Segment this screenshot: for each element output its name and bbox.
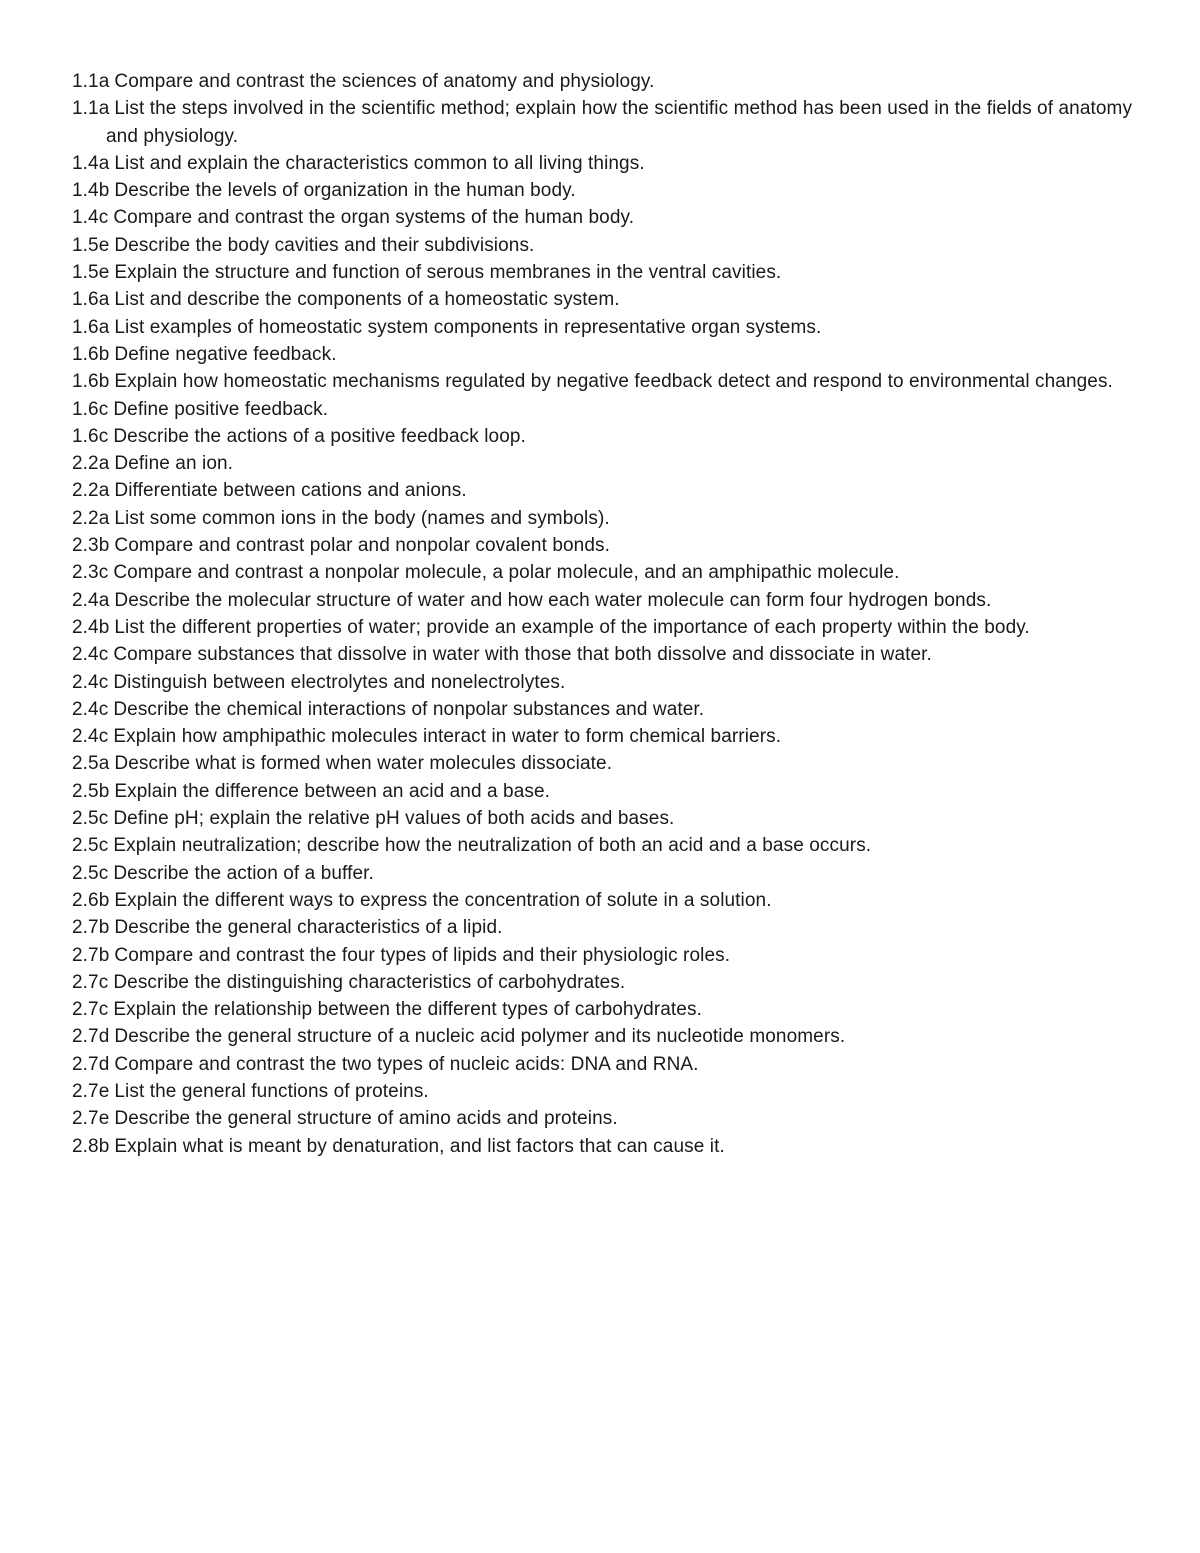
objective-text: List the different properties of water; provide an example of the importance of each property within the body.: [114, 616, 1030, 638]
objective-code: 2.5a: [72, 753, 110, 775]
objective-item: [72, 532, 1152, 559]
objective-text: Define an ion.: [114, 453, 234, 475]
objective-code: 2.8b: [72, 1135, 110, 1157]
objective-text: List some common ions in the body (names and symbols).: [114, 507, 610, 529]
objective-item: [72, 641, 1152, 668]
objective-code: 2.5b: [72, 780, 110, 802]
objective-item: [72, 860, 1152, 887]
objective-code: 2.4a: [72, 589, 110, 611]
objective-code: 2.4c: [72, 644, 109, 666]
objective-text: Differentiate between cations and anions.: [114, 480, 467, 502]
objective-code: 1.6c: [72, 425, 109, 447]
objective-text: Define positive feedback.: [113, 398, 329, 420]
objective-item: [72, 696, 1152, 723]
objective-item: [72, 341, 1152, 368]
objective-code: 2.2a: [72, 480, 110, 502]
objective-code: 1.6c: [72, 398, 109, 420]
objective-item: [72, 286, 1152, 313]
objective-text: List and describe the components of a homeostatic system.: [114, 289, 620, 311]
objective-item: [72, 805, 1152, 832]
objective-code: 1.4b: [72, 180, 110, 202]
objective-text: Compare and contrast the sciences of anatomy and physiology.: [114, 71, 655, 92]
objective-text: Compare and contrast the four types of lipids and their physiologic roles.: [114, 944, 731, 966]
objective-item: [72, 942, 1152, 969]
objective-item: [72, 477, 1152, 504]
objective-text: Explain the difference between an acid and a base.: [114, 780, 551, 802]
objective-code: 1.1a: [72, 71, 110, 92]
objective-item: [72, 450, 1152, 477]
objective-text: Describe what is formed when water molecules dissociate.: [114, 753, 613, 775]
objective-text: Define pH; explain the relative pH values of both acids and bases.: [113, 808, 675, 830]
objective-item: [72, 559, 1152, 586]
objective-code: 2.4c: [72, 726, 109, 748]
objective-code: 2.4b: [72, 616, 110, 638]
objective-item: [72, 423, 1152, 450]
objective-text: Explain the relationship between the different types of carbohydrates.: [113, 999, 702, 1021]
objective-item: [72, 587, 1152, 614]
objective-item: [72, 314, 1152, 341]
objective-item: [72, 505, 1152, 532]
objective-code: 1.4a: [72, 152, 110, 174]
objective-code: 2.7d: [72, 1053, 110, 1075]
objective-code: 2.3c: [72, 562, 109, 584]
objective-text: Define negative feedback.: [114, 343, 337, 365]
objective-text: Explain how amphipathic molecules interact in water to form chemical barriers.: [113, 726, 782, 748]
objective-code: 2.7c: [72, 999, 109, 1021]
objective-text: Compare substances that dissolve in water with those that both dissolve and dissociate in water.: [113, 644, 932, 666]
objective-text: List the steps involved in the scientific method; explain how the scientific method has been used in the fields of anatomy and physiology.: [106, 98, 1133, 147]
objective-item: [72, 669, 1152, 696]
objective-code: 2.7b: [72, 944, 110, 966]
objective-text: Explain how homeostatic mechanisms regulated by negative feedback detect and respond to environmental changes.: [114, 371, 1113, 393]
objective-code: 2.7e: [72, 1108, 110, 1130]
objective-code: 2.7d: [72, 1026, 110, 1048]
objective-item: [72, 1051, 1152, 1078]
objective-item: [72, 969, 1152, 996]
objective-code: 2.6b: [72, 889, 110, 911]
objective-item: [72, 150, 1152, 177]
objective-text: Describe the general characteristics of a lipid.: [114, 917, 503, 939]
objective-item: [72, 914, 1152, 941]
objective-text: Describe the general structure of amino acids and proteins.: [114, 1108, 618, 1130]
objective-item: [72, 259, 1152, 286]
objective-text: List examples of homeostatic system components in representative organ systems.: [114, 316, 822, 338]
objective-code: 1.6b: [72, 343, 110, 365]
objective-text: Compare and contrast polar and nonpolar covalent bonds.: [114, 535, 610, 557]
objective-text: Describe the molecular structure of water and how each water molecule can form four hydrogen bonds.: [114, 589, 992, 611]
objective-code: 1.5e: [72, 234, 110, 256]
objective-item: [72, 232, 1152, 259]
objective-text: Compare and contrast the two types of nucleic acids: DNA and RNA.: [114, 1053, 699, 1075]
objective-text: Explain the structure and function of serous membranes in the ventral cavities.: [114, 262, 782, 284]
objective-code: 1.6b: [72, 371, 110, 393]
objective-item: [72, 832, 1152, 859]
objective-item: [72, 778, 1152, 805]
objective-text: Distinguish between electrolytes and nonelectrolytes.: [113, 671, 566, 693]
objective-code: 2.5c: [72, 808, 109, 830]
objective-text: Compare and contrast a nonpolar molecule, a polar molecule, and an amphipathic molecule.: [113, 562, 900, 584]
objective-item: [72, 396, 1152, 423]
objective-item: [72, 68, 1152, 95]
objective-text: Explain neutralization; describe how the neutralization of both an acid and a base occurs.: [113, 835, 872, 857]
objective-code: 1.6a: [72, 289, 110, 311]
objective-code: 2.5c: [72, 835, 109, 857]
objective-text: Describe the levels of organization in the human body.: [114, 180, 576, 202]
objective-code: 2.5c: [72, 862, 109, 884]
objective-text: Describe the actions of a positive feedback loop.: [113, 425, 526, 447]
objective-item: [72, 1133, 1152, 1160]
objective-code: 1.6a: [72, 316, 110, 338]
objective-text: Describe the general structure of a nucleic acid polymer and its nucleotide monomers.: [114, 1026, 846, 1048]
learning-objectives-list: [72, 68, 1152, 1160]
objective-text: Describe the distinguishing characteristics of carbohydrates.: [113, 971, 626, 993]
objective-text: Describe the body cavities and their subdivisions.: [114, 234, 535, 256]
objective-code: 1.4c: [72, 207, 109, 229]
objective-code: 1.1a: [72, 98, 110, 120]
objective-text: List the general functions of proteins.: [114, 1080, 429, 1102]
objective-item: [72, 750, 1152, 777]
objective-code: 1.5e: [72, 262, 110, 284]
objective-item: [72, 723, 1152, 750]
objective-item: [72, 177, 1152, 204]
objective-item: [72, 1078, 1152, 1105]
objective-text: Explain what is meant by denaturation, and list factors that can cause it.: [114, 1135, 725, 1157]
objective-text: Compare and contrast the organ systems of the human body.: [113, 207, 635, 229]
objective-text: List and explain the characteristics common to all living things.: [114, 152, 645, 174]
objective-code: 2.2a: [72, 507, 110, 529]
objective-code: 2.4c: [72, 698, 109, 720]
objective-code: 2.7b: [72, 917, 110, 939]
objective-code: 2.3b: [72, 535, 110, 557]
objective-code: 2.4c: [72, 671, 109, 693]
objective-text: Explain the different ways to express the concentration of solute in a solution.: [114, 889, 772, 911]
objective-code: 2.7c: [72, 971, 109, 993]
objective-text: Describe the chemical interactions of nonpolar substances and water.: [113, 698, 705, 720]
objective-item: [72, 368, 1152, 395]
objective-item: [72, 1023, 1152, 1050]
objective-item: [72, 95, 1152, 150]
objective-item: [72, 1105, 1152, 1132]
objective-text: Describe the action of a buffer.: [113, 862, 374, 884]
objective-item: [72, 204, 1152, 231]
objective-item: [72, 996, 1152, 1023]
objective-item: [72, 614, 1152, 641]
objective-code: 2.2a: [72, 453, 110, 475]
objective-item: [72, 887, 1152, 914]
objective-code: 2.7e: [72, 1080, 110, 1102]
